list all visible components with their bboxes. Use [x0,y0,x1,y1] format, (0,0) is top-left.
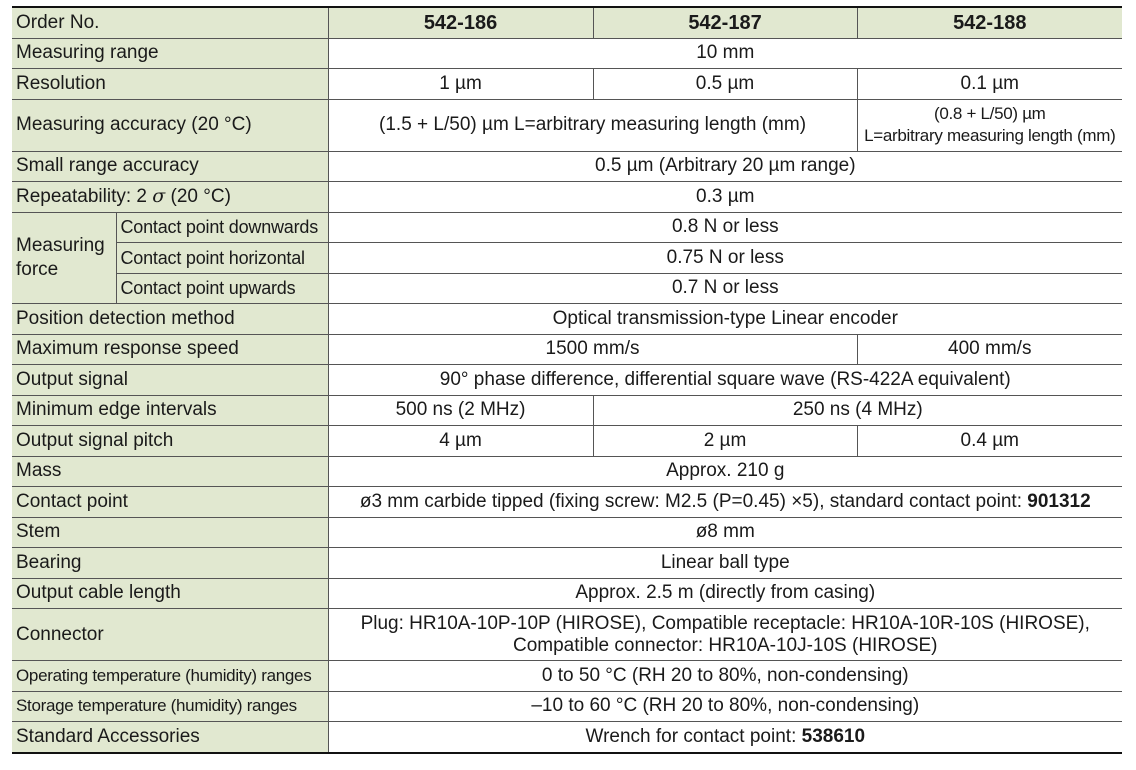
row-label-position-detection: Position detection method [12,304,328,335]
row-label-measuring-force [12,212,116,304]
value-accuracy-186-187: (1.5 + L/50) µm L=arbitrary measuring length (mm) [328,99,857,151]
sub-label-downwards: Contact point downwards [116,212,328,243]
table-row [12,426,1122,457]
connector-line1: Plug: HR10A-10P-10P (HIROSE), Compatible receptacle: HR10A-10R-10S (HIROSE), [360,612,1090,634]
connector-line2: Compatible connector: HR10A-10J-10S (HIROSE) [513,634,938,656]
order-no-label: Order No. [12,7,328,38]
value-mass: Approx. 210 g [328,456,1122,487]
value-resolution-187: 0.5 µm [593,69,857,100]
table-row [12,691,1122,722]
row-label-contact-point: Contact point [12,487,328,518]
table-row [12,578,1122,609]
measuring-force-line2: force [16,258,59,280]
value-signal-pitch-186: 4 µm [328,426,593,457]
row-label-connector: Connector [12,609,328,661]
table-row [12,38,1122,69]
table-row [12,99,1122,151]
header-row [12,7,1122,38]
value-resolution-186: 1 µm [328,69,593,100]
row-label-operating-temp: Operating temperature (humidity) ranges [12,661,328,692]
table-row [12,548,1122,579]
value-small-range: 0.5 µm (Arbitrary 20 µm range) [328,151,1122,182]
table-row [12,69,1122,100]
value-force-downwards: 0.8 N or less [328,212,1122,243]
model-542-186: 542-186 [328,7,593,38]
row-label-measuring-range: Measuring range [12,38,328,69]
row-label-mass: Mass [12,456,328,487]
value-signal-pitch-187: 2 µm [593,426,857,457]
table-row [12,456,1122,487]
table-row [12,722,1122,753]
table-row [12,304,1122,335]
value-contact-point [328,487,1122,518]
table-row [12,517,1122,548]
accessories-code: 538610 [801,725,866,747]
value-accessories [328,722,1122,753]
value-position-detection: Optical transmission-type Linear encoder [328,304,1122,335]
sub-label-horizontal: Contact point horizontal [116,243,328,274]
table-row [12,273,1122,304]
spec-table [12,6,1122,754]
value-repeatability: 0.3 µm [328,182,1122,213]
accessories-text: Wrench for contact point: [585,725,802,747]
value-response-speed-188: 400 mm/s [857,334,1122,365]
model-542-187: 542-187 [593,7,857,38]
measuring-force-line1: Measuring [16,234,105,256]
row-label-cable-length: Output cable length [12,578,328,609]
sub-label-upwards: Contact point upwards [116,273,328,304]
table-row [12,395,1122,426]
value-accuracy-188 [857,99,1122,151]
value-connector [328,609,1122,661]
contact-point-text: ø3 mm carbide tipped (fixing screw: M2.5 (P=0.45) ×5), standard contact point: [359,490,1028,512]
table-row [12,243,1122,274]
row-label-output-signal: Output signal [12,365,328,396]
value-stem: ø8 mm [328,517,1122,548]
value-operating-temp: 0 to 50 °C (RH 20 to 80%, non-condensing) [328,661,1122,692]
accuracy-188-line1: (0.8 + L/50) µm [933,104,1046,123]
table-row [12,365,1122,396]
table-row [12,487,1122,518]
model-542-188: 542-188 [857,7,1122,38]
row-label-storage-temp: Storage temperature (humidity) ranges [12,691,328,722]
row-label-repeatability [12,182,328,213]
value-measuring-range: 10 mm [328,38,1122,69]
row-label-bearing: Bearing [12,548,328,579]
row-label-response-speed: Maximum response speed [12,334,328,365]
value-storage-temp: –10 to 60 °C (RH 20 to 80%, non-condensing) [328,691,1122,722]
row-label-stem: Stem [12,517,328,548]
row-label-signal-pitch: Output signal pitch [12,426,328,457]
table-row [12,212,1122,243]
table-row [12,609,1122,661]
value-cable-length: Approx. 2.5 m (directly from casing) [328,578,1122,609]
repeatability-suffix: (20 °C) [165,186,231,208]
row-label-accuracy: Measuring accuracy (20 °C) [12,99,328,151]
value-force-upwards: 0.7 N or less [328,273,1122,304]
table-row [12,661,1122,692]
value-output-signal: 90° phase difference, differential square wave (RS-422A equivalent) [328,365,1122,396]
row-label-small-range: Small range accuracy [12,151,328,182]
table-row [12,334,1122,365]
repeatability-text: Repeatability: 2 [16,186,147,208]
table-row [12,151,1122,182]
row-label-edge-intervals: Minimum edge intervals [12,395,328,426]
row-label-accessories: Standard Accessories [12,722,328,753]
contact-point-code: 901312 [1027,490,1091,512]
table-row [12,182,1122,213]
value-bearing: Linear ball type [328,548,1122,579]
value-force-horizontal: 0.75 N or less [328,243,1122,274]
accuracy-188-line2: L=arbitrary measuring length (mm) [864,126,1116,145]
value-resolution-188: 0.1 µm [857,69,1122,100]
value-response-speed-186-187: 1500 mm/s [328,334,857,365]
sigma-symbol: σ [152,185,166,208]
value-edge-intervals-187-188: 250 ns (4 MHz) [593,395,1122,426]
value-edge-intervals-186: 500 ns (2 MHz) [328,395,593,426]
row-label-resolution: Resolution [12,69,328,100]
value-signal-pitch-188: 0.4 µm [857,426,1122,457]
